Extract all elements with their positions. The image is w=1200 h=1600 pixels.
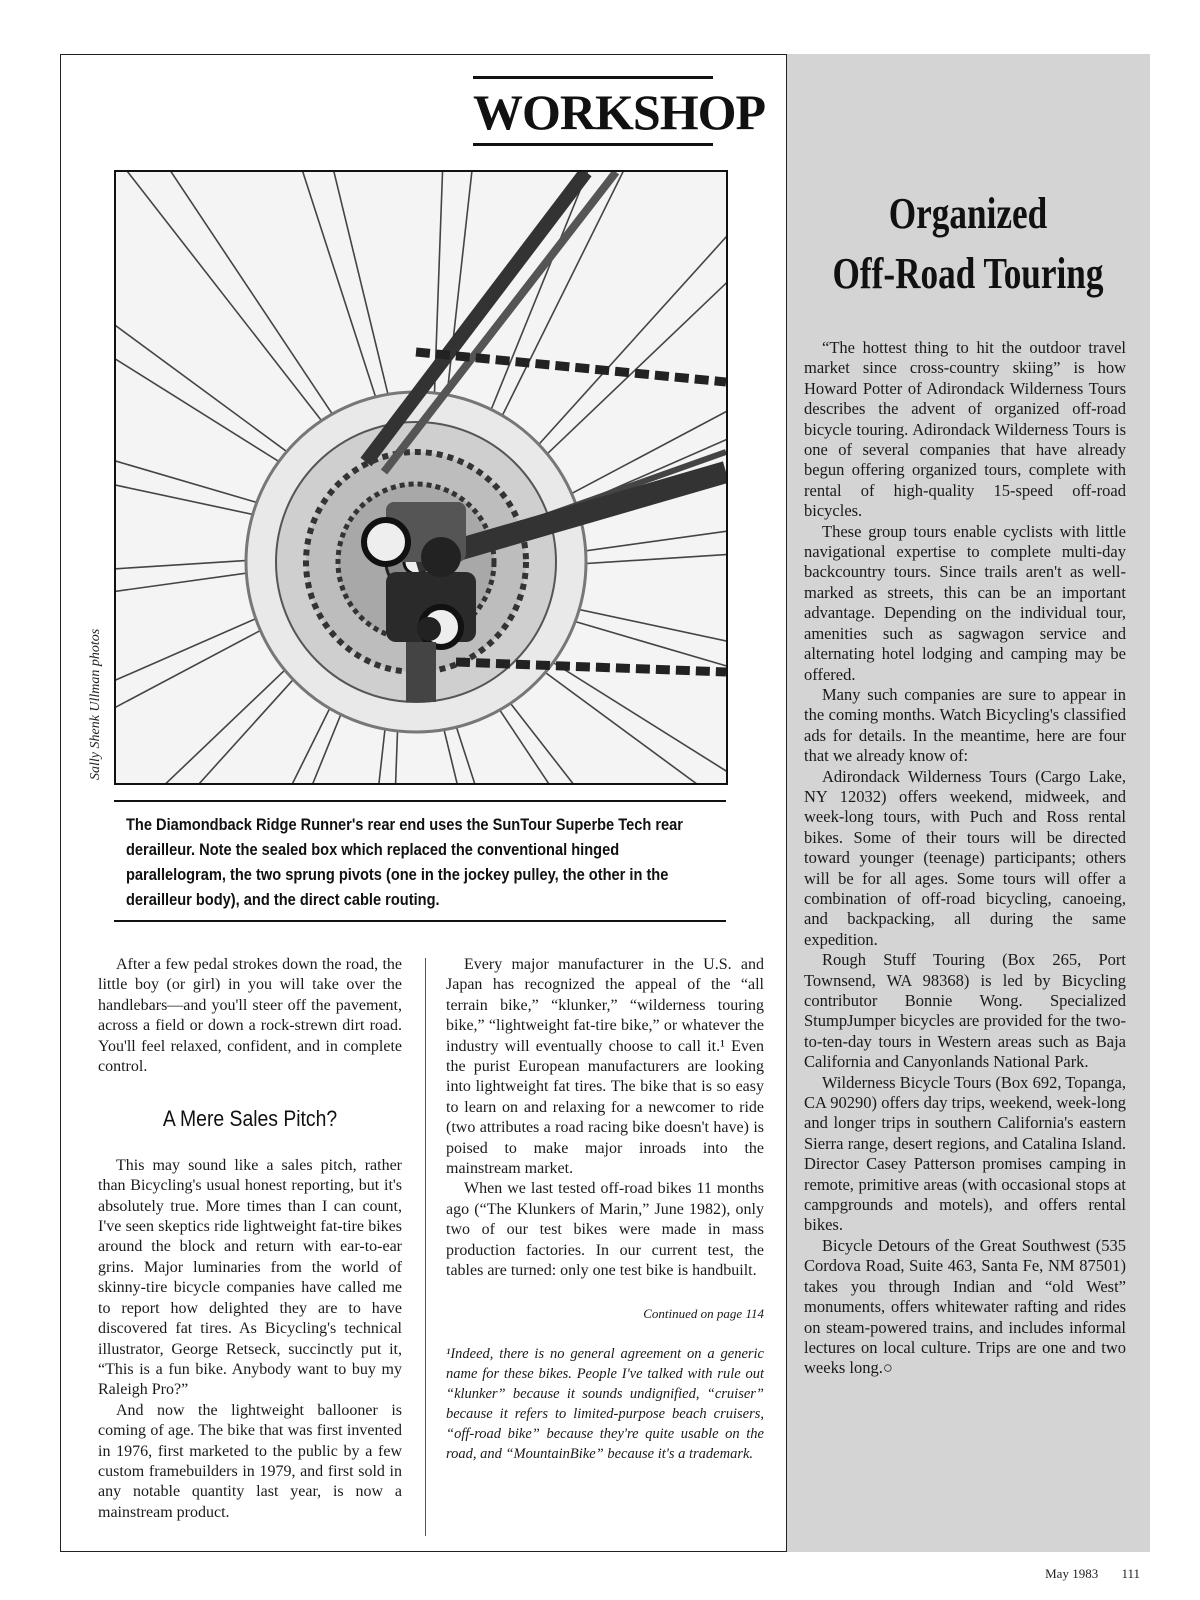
footnote: ¹Indeed, there is no general agreement on a generic name for these bikes. People I've talked with rule out “klunker” because it sounds undignified, “cruiser” because it refers to limited-purpose beach cruisers, “off-road bike” because they're quite usable on the road, and “MountainBike” because it's a trademark. <box>446 1345 764 1462</box>
sidebar-paragraph: Rough Stuff Touring (Box 265, Port Townsend, WA 98368) is led by Bicycling contributor Bonnie Wong. Specialized StumpJumper bicycles are provided for the two-to-ten-day tours in Western areas such as Baja California and Canyonlands National Park. <box>804 950 1126 1072</box>
continued-note: Continued on page 114 <box>643 1305 764 1321</box>
sidebar-paragraph: Many such companies are sure to appear in the coming months. Watch Bicycling's classified ads for details. In the meantime, here are four that we already know of: <box>804 684 1126 766</box>
article-subhead: A Mere Sales Pitch? <box>162 1106 338 1132</box>
column-divider <box>425 958 426 1536</box>
article-paragraph: And now the lightweight ballooner is coming of age. The bike that was first invented in 1976, first marketed to the public by a few custom framebuilders in 1979, and first sold in any notable quantity last year, is now a mainstream product. <box>98 1401 402 1521</box>
sidebar-body <box>804 338 1126 1379</box>
sidebar-paragraph: “The hottest thing to hit the outdoor travel market since cross-country skiing” is how Howard Potter of Adirondack Wilderness Tours describes the advent of organized off-road bicycle touring. Adirondack Wilderness Tours is one of several companies that have already begun offering organized tours, complete with rental of high-quality 15-speed off-road bicycles. <box>804 338 1126 521</box>
masthead-title: WORKSHOP <box>473 84 766 140</box>
sidebar-paragraph: Wilderness Bicycle Tours (Box 692, Topanga, CA 90290) offers day trips, weekend, week-long and longer trips in southern California's eastern Sierra range, desert regions, and Catalina Island. Director Casey Patterson promises camping in remote, primitive areas (with occasional stops at campgrounds and motels), and offers rental bikes. <box>804 1072 1126 1235</box>
article-paragraph: This may sound like a sales pitch, rather than Bicycling's usual honest reporting, but it's absolutely true. More times than I can count, I've seen skeptics ride lightweight fat-tire bikes around the block and return with ear-to-ear grins. Major luminaries from the world of skinny-tire bicycle companies have called me to report how delighted they are to have discovered fat tires. As Bicycling's technical illustrator, George Retseck, succinctly put it, “This is a fun bike. Anybody want to buy my Raleigh Pro?” <box>98 1156 402 1399</box>
article-column-2 <box>446 955 764 1464</box>
sidebar-paragraph: Adirondack Wilderness Tours (Cargo Lake, NY 12032) offers weekend, midweek, and week-long tours, with Puch and Ross rental bikes. Some of their tours will be directed toward younger (teenage) participants; others will be for all ages. Some tours will offer a combination of off-road bicycling, canoeing, and backpacking, all during the same expedition. <box>804 766 1126 949</box>
page-footer <box>1045 1566 1140 1582</box>
sidebar-title-line-1: Organized <box>888 189 1048 238</box>
article-paragraph: Every major manufacturer in the U.S. and Japan has recognized the appeal of the “all terrain bike,” “klunker,” “wilderness touring bike,” “lightweight fat-tire bike,” or whatever the industry will eventually choose to call it.¹ Even the purist European manufacturers are looking into lightweight fat tires. The bike that is so easy to learn on and relaxing for a newcomer to ride (two attributes a road racing bike doesn't have) is poised to make major inroads into the mainstream market. <box>446 956 764 1178</box>
sidebar-title <box>822 184 1113 304</box>
sidebar-title-line-2: Off-Road Touring <box>832 249 1104 298</box>
issue-date: May 1983 <box>1045 1566 1099 1581</box>
sidebar-paragraph: Bicycle Detours of the Great Southwest (535 Cordova Road, Suite 463, Santa Fe, NM 87501) takes you through Indian and “old West” monuments, offers whitewater rafting and rides on steam-powered trains, and includes informal lectures on local culture. Trips are one and two weeks long.○ <box>804 1235 1126 1378</box>
article-intro: After a few pedal strokes down the road, the little boy (or girl) in you will take over the handlebars—and you'll steer off the pavement, across a field or down a rock-strewn dirt road. You'll feel relaxed, confident, and in complete control. <box>98 956 402 1076</box>
article-paragraph: When we last tested off-road bikes 11 months ago (“The Klunkers of Marin,” June 1982), only two of our test bikes were made in mass production factories. In our current test, the tables are turned: only one test bike is handbuilt. <box>446 1180 764 1280</box>
photo-credit: Sally Shenk Ullman photos <box>88 628 103 780</box>
caption-text: The Diamondback Ridge Runner's rear end uses the SunTour Superbe Tech rear derailleur. Note the sealed box which replaced the conventional hinged parallelogram, the two sprung pivots (one in the jockey pulley, the other in the derailleur body), and the direct cable routing. <box>126 815 683 909</box>
article-column-1 <box>98 955 402 1523</box>
photo-caption <box>114 800 726 922</box>
sidebar-paragraph: These group tours enable cyclists with little navigational expertise to complete multi-day backcountry tours. Since trails aren't as well-marked as streets, this can be an important advantage. Depending on the individual tour, amenities such as sagwagon service and alternating hotel lodging and camping may be offered. <box>804 521 1126 684</box>
derailleur-photo <box>114 170 728 785</box>
section-masthead <box>473 76 766 146</box>
page-number: 111 <box>1121 1566 1140 1581</box>
